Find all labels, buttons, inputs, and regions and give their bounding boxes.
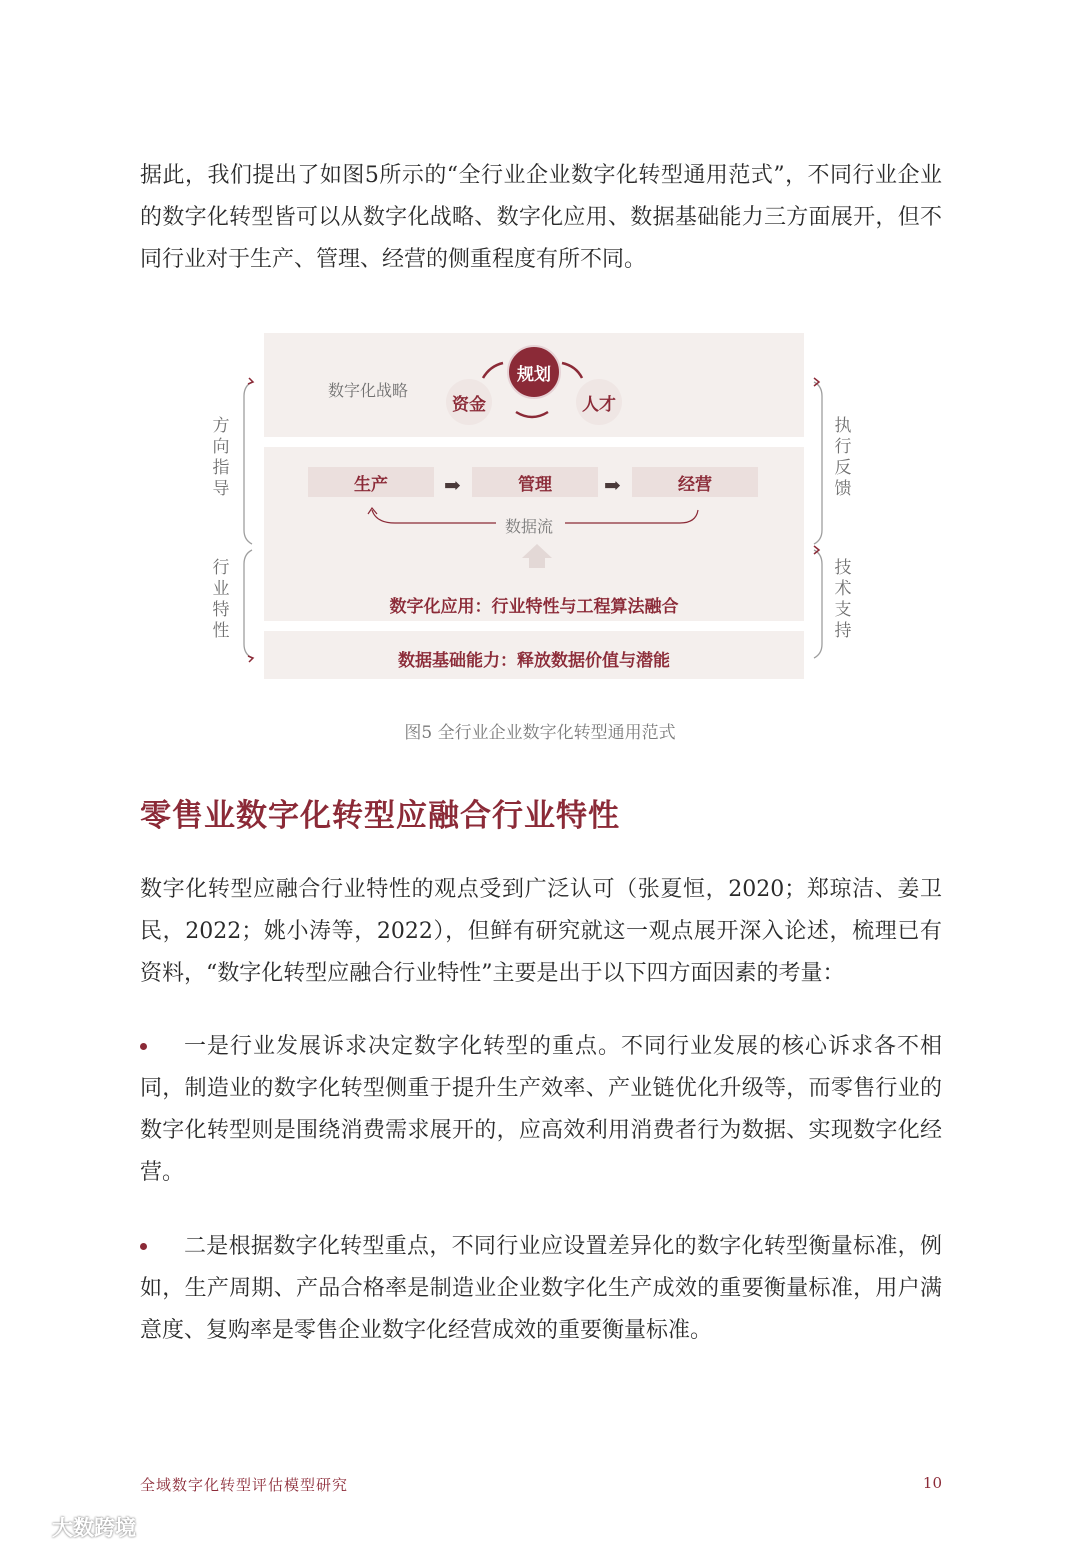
footer-title: 全域数字化转型评估模型研究: [140, 1476, 349, 1494]
figure-caption: 图5 全行业企业数字化转型通用范式: [404, 723, 676, 743]
left-bottom-label: 行业特性: [212, 558, 230, 641]
flow-management: 管理: [472, 467, 598, 497]
talent-circle: 人才: [576, 379, 622, 425]
planning-circle: 规划: [507, 345, 561, 399]
foundation-title: 数据基础能力：释放数据价值与潜能: [398, 651, 670, 671]
strategy-label: 数字化战略: [328, 381, 409, 400]
intro-paragraph: 据此，我们提出了如图5所示的“全行业企业数字化转型通用范式”，不同行业企业的数字化转型皆可以从数字化战略、数字化应用、数据基础能力三方面展开，但不同行业对于生产、管理、经营的侧重程度有所不同。: [140, 163, 942, 272]
bullet-item-2: 二是根据数字化转型重点，不同行业应设置差异化的数字化转型衡量标准，例如，生产周期、产品合格率是制造业企业数字化生产成效的重要衡量标准，用户满意度、复购率是零售企业数字化经营成效的重要衡量标准。: [140, 1234, 942, 1343]
flow-operation: 经营: [632, 467, 758, 497]
paradigm-diagram: [200, 330, 880, 690]
section-paragraph: 数字化转型应融合行业特性的观点受到广泛认可（张夏恒，2020；郑琼洁、姜卫民，2022；姚小涛等，2022），但鲜有研究就这一观点展开深入论述，梳理已有资料，“数字化转型应融合行业特性”主要是出于以下四方面因素的考量：: [140, 877, 942, 986]
left-top-label: 方向指导: [212, 416, 230, 499]
flow-production: 生产: [308, 467, 434, 497]
dataflow-label: 数据流: [505, 517, 554, 536]
flow-arrow-icon: ➡: [604, 473, 621, 497]
watermark: [12, 1512, 136, 1542]
watermark-logo-icon: [12, 1517, 46, 1537]
flow-arrow-icon: ➡: [444, 473, 461, 497]
right-bottom-label: 技术支持: [834, 558, 852, 641]
right-top-label: 执行反馈: [834, 416, 852, 499]
watermark-text: 大数跨境: [52, 1516, 136, 1540]
section-heading: 零售业数字化转型应融合行业特性: [140, 798, 620, 834]
bullet-item-1: 一是行业发展诉求决定数字化转型的重点。不同行业发展的核心诉求各不相同，制造业的数字化转型侧重于提升生产效率、产业链优化升级等，而零售行业的数字化转型则是围绕消费需求展开的，应高效利用消费者行为数据、实现数字化经营。: [140, 1034, 942, 1185]
funding-circle: 资金: [446, 379, 492, 425]
page-number: 10: [922, 1474, 942, 1492]
application-title: 数字化应用：行业特性与工程算法融合: [389, 597, 679, 617]
